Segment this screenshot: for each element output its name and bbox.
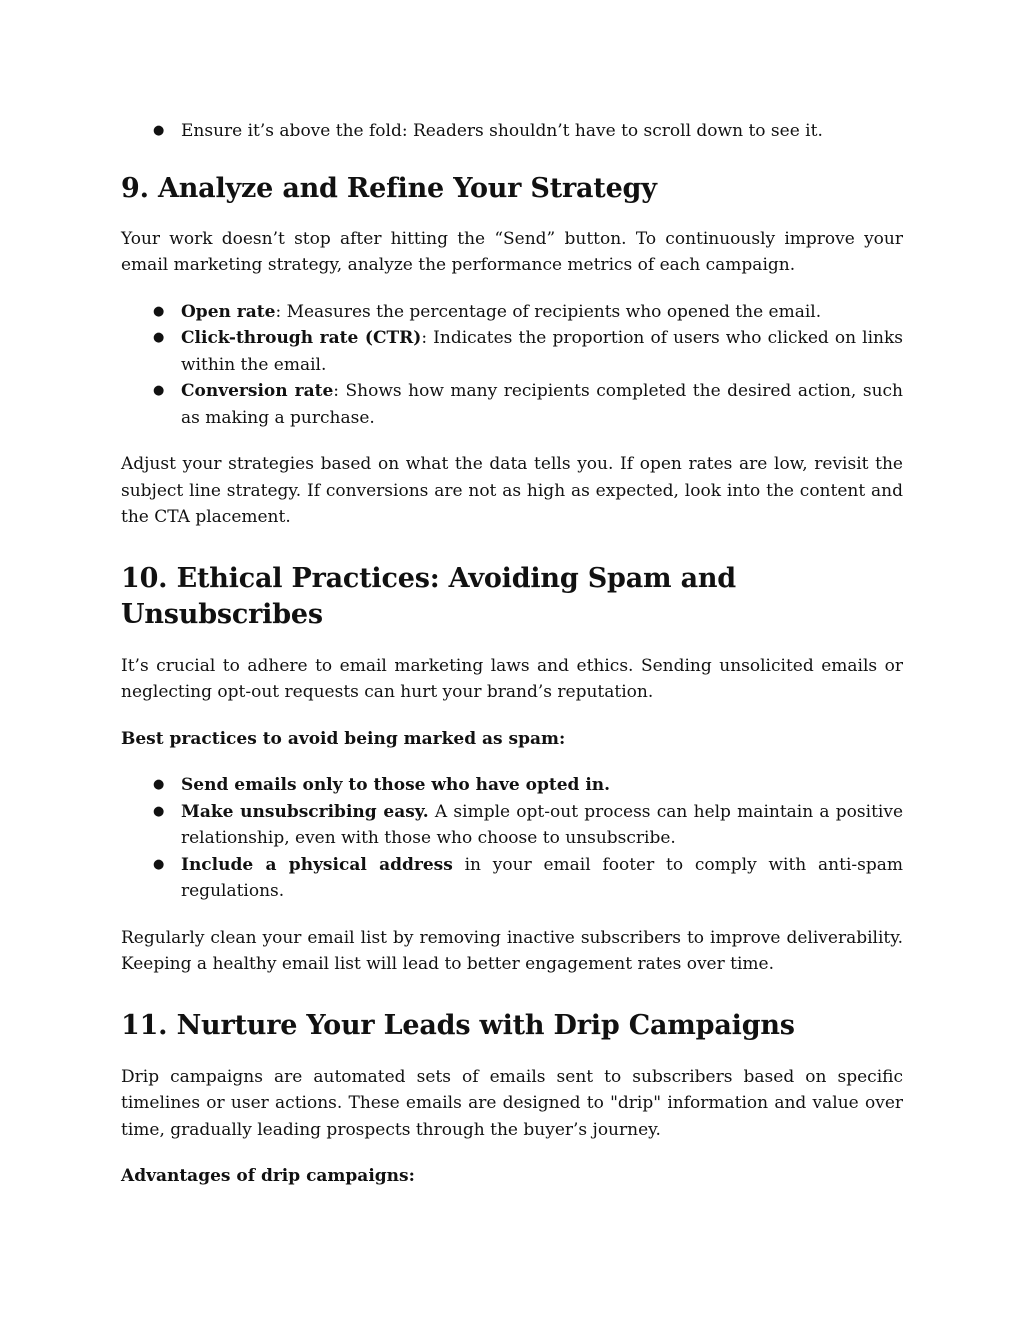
section-10-intro: It’s crucial to adhere to email marketing laws and ethics. Sending unsolicited emails or neglecting opt-out requests can hurt your brand’s reputation. (121, 655, 903, 702)
list-item-term: Send emails only to those who have opted in. (181, 775, 611, 795)
list-item-desc: : Indicates the proportion of users who clicked on links within the email. (181, 328, 904, 375)
list-item (181, 299, 903, 326)
section-11-intro: Drip campaigns are automated sets of emails sent to subscribers based on specific timelines or user actions. These emails are designed to "drip" information and value over time, gradually leading prospects through the buyer’s journey. (121, 1066, 903, 1140)
list-item (181, 325, 903, 378)
list-item (181, 852, 903, 905)
practices-list (121, 772, 903, 905)
section-10-subheading: Best practices to avoid being marked as spam: (121, 728, 566, 749)
document-page (121, 118, 903, 1190)
list-item (181, 118, 903, 145)
metrics-list (121, 299, 903, 432)
section-10-closing: Regularly clean your email list by removing inactive subscribers to improve deliverability. Keeping a healthy email list will lead to better engagement rates over time. (121, 927, 903, 974)
top-bullet-list (121, 118, 903, 145)
list-item (181, 378, 903, 431)
list-item (181, 772, 903, 799)
list-item-term: Make unsubscribing easy. (181, 801, 429, 822)
section-9-intro: Your work doesn’t stop after hitting the “Send” button. To continuously improve your email marketing strategy, analyze the performance metrics of each campaign. (121, 228, 903, 275)
list-item-term: Conversion rate (181, 381, 334, 401)
section-11-subheading: Advantages of drip campaigns: (121, 1166, 415, 1186)
section-10-heading: 10. Ethical Practices: Avoiding Spam and Unsubscribes (121, 562, 736, 630)
list-item-term: Include a physical address (181, 854, 453, 875)
list-item-term: Open rate (181, 301, 276, 322)
section-9-heading: 9. Analyze and Refine Your Strategy (121, 172, 657, 204)
list-item-desc: : Shows how many recipients completed the desired action, such as making a purchase. (181, 381, 903, 428)
section-9-closing: Adjust your strategies based on what the data tells you. If open rates are low, revisit the subject line strategy. If conversions are not as high as expected, look into the content and the CTA placement. (121, 454, 903, 527)
list-item-desc: in your email footer to comply with anti-spam regulations. (181, 854, 904, 901)
list-item-term: Click-through rate (CTR) (181, 328, 422, 348)
list-item-text: Ensure it’s above the fold: Readers shouldn’t have to scroll down to see it. (181, 121, 823, 141)
section-11-heading: 11. Nurture Your Leads with Drip Campaigns (121, 1009, 795, 1041)
list-item-desc: A simple opt-out process can help maintain a positive relationship, even with those who choose to unsubscribe. (181, 801, 904, 848)
list-item (181, 799, 903, 852)
list-item-desc: : Measures the percentage of recipients who opened the email. (275, 301, 822, 322)
